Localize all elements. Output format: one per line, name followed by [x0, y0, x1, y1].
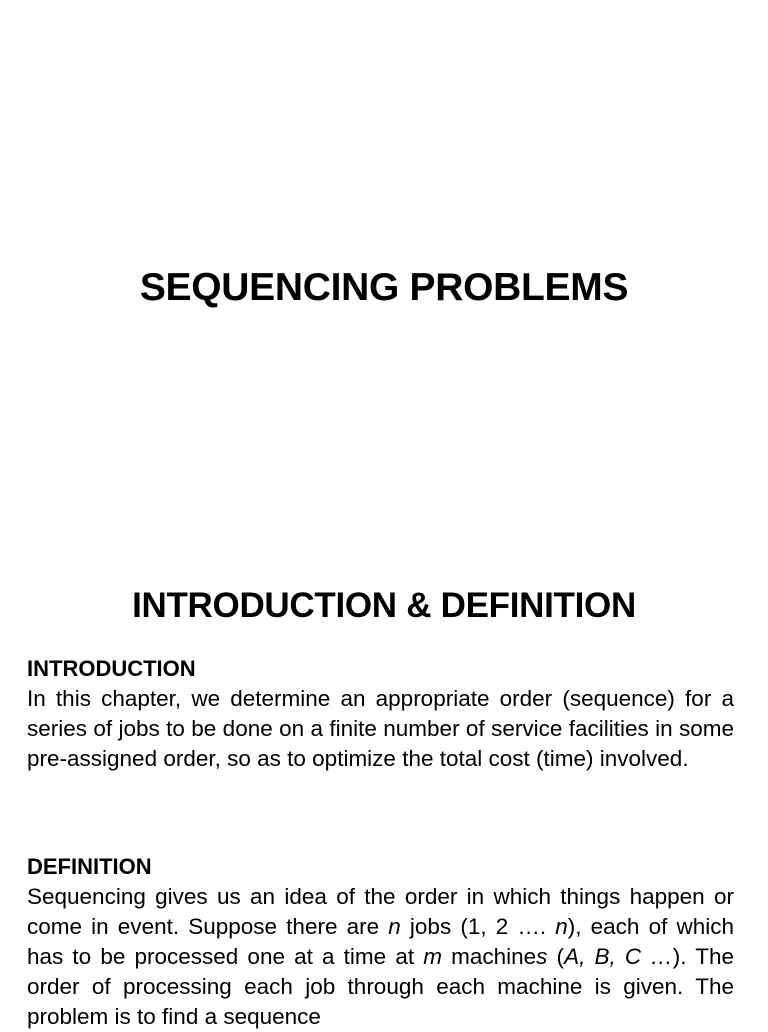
definition-text: [27, 882, 734, 1032]
definition-text-part: ). The order of processing each job through each machine is given. The problem is to find a sequence: [27, 944, 734, 1029]
definition-text-part: Sequencing gives us an idea of the order in which things happen or come in event. Suppose there are: [27, 884, 734, 939]
definition-variable-n: n: [388, 914, 401, 939]
definition-variable-n: n: [555, 914, 568, 939]
definition-text-part: (: [547, 944, 565, 969]
slide-title: SEQUENCING PROBLEMS: [139, 266, 629, 309]
definition-variable-m: m: [423, 944, 442, 969]
definition-text-part: machine: [441, 944, 537, 969]
content-slide: [0, 560, 768, 1029]
definition-section: [27, 852, 734, 1032]
slide-title: INTRODUCTION & DEFINITION: [132, 586, 636, 625]
definition-italic-s: s: [536, 944, 548, 969]
definition-machine-list: A, B, C …: [564, 944, 673, 969]
definition-text-part: ), each of which has to be processed one at a time at: [27, 914, 734, 969]
definition-heading: DEFINITION: [27, 854, 152, 879]
definition-text-part: jobs (1, 2 ….: [400, 914, 556, 939]
introduction-heading: INTRODUCTION: [27, 656, 196, 681]
introduction-text: In this chapter, we determine an appropriate order (sequence) for a series of jobs to be done on a finite number of service facilities in some pre-assigned order, so as to optimize the total cost (time) involved.: [27, 686, 734, 771]
introduction-section: [27, 654, 734, 774]
